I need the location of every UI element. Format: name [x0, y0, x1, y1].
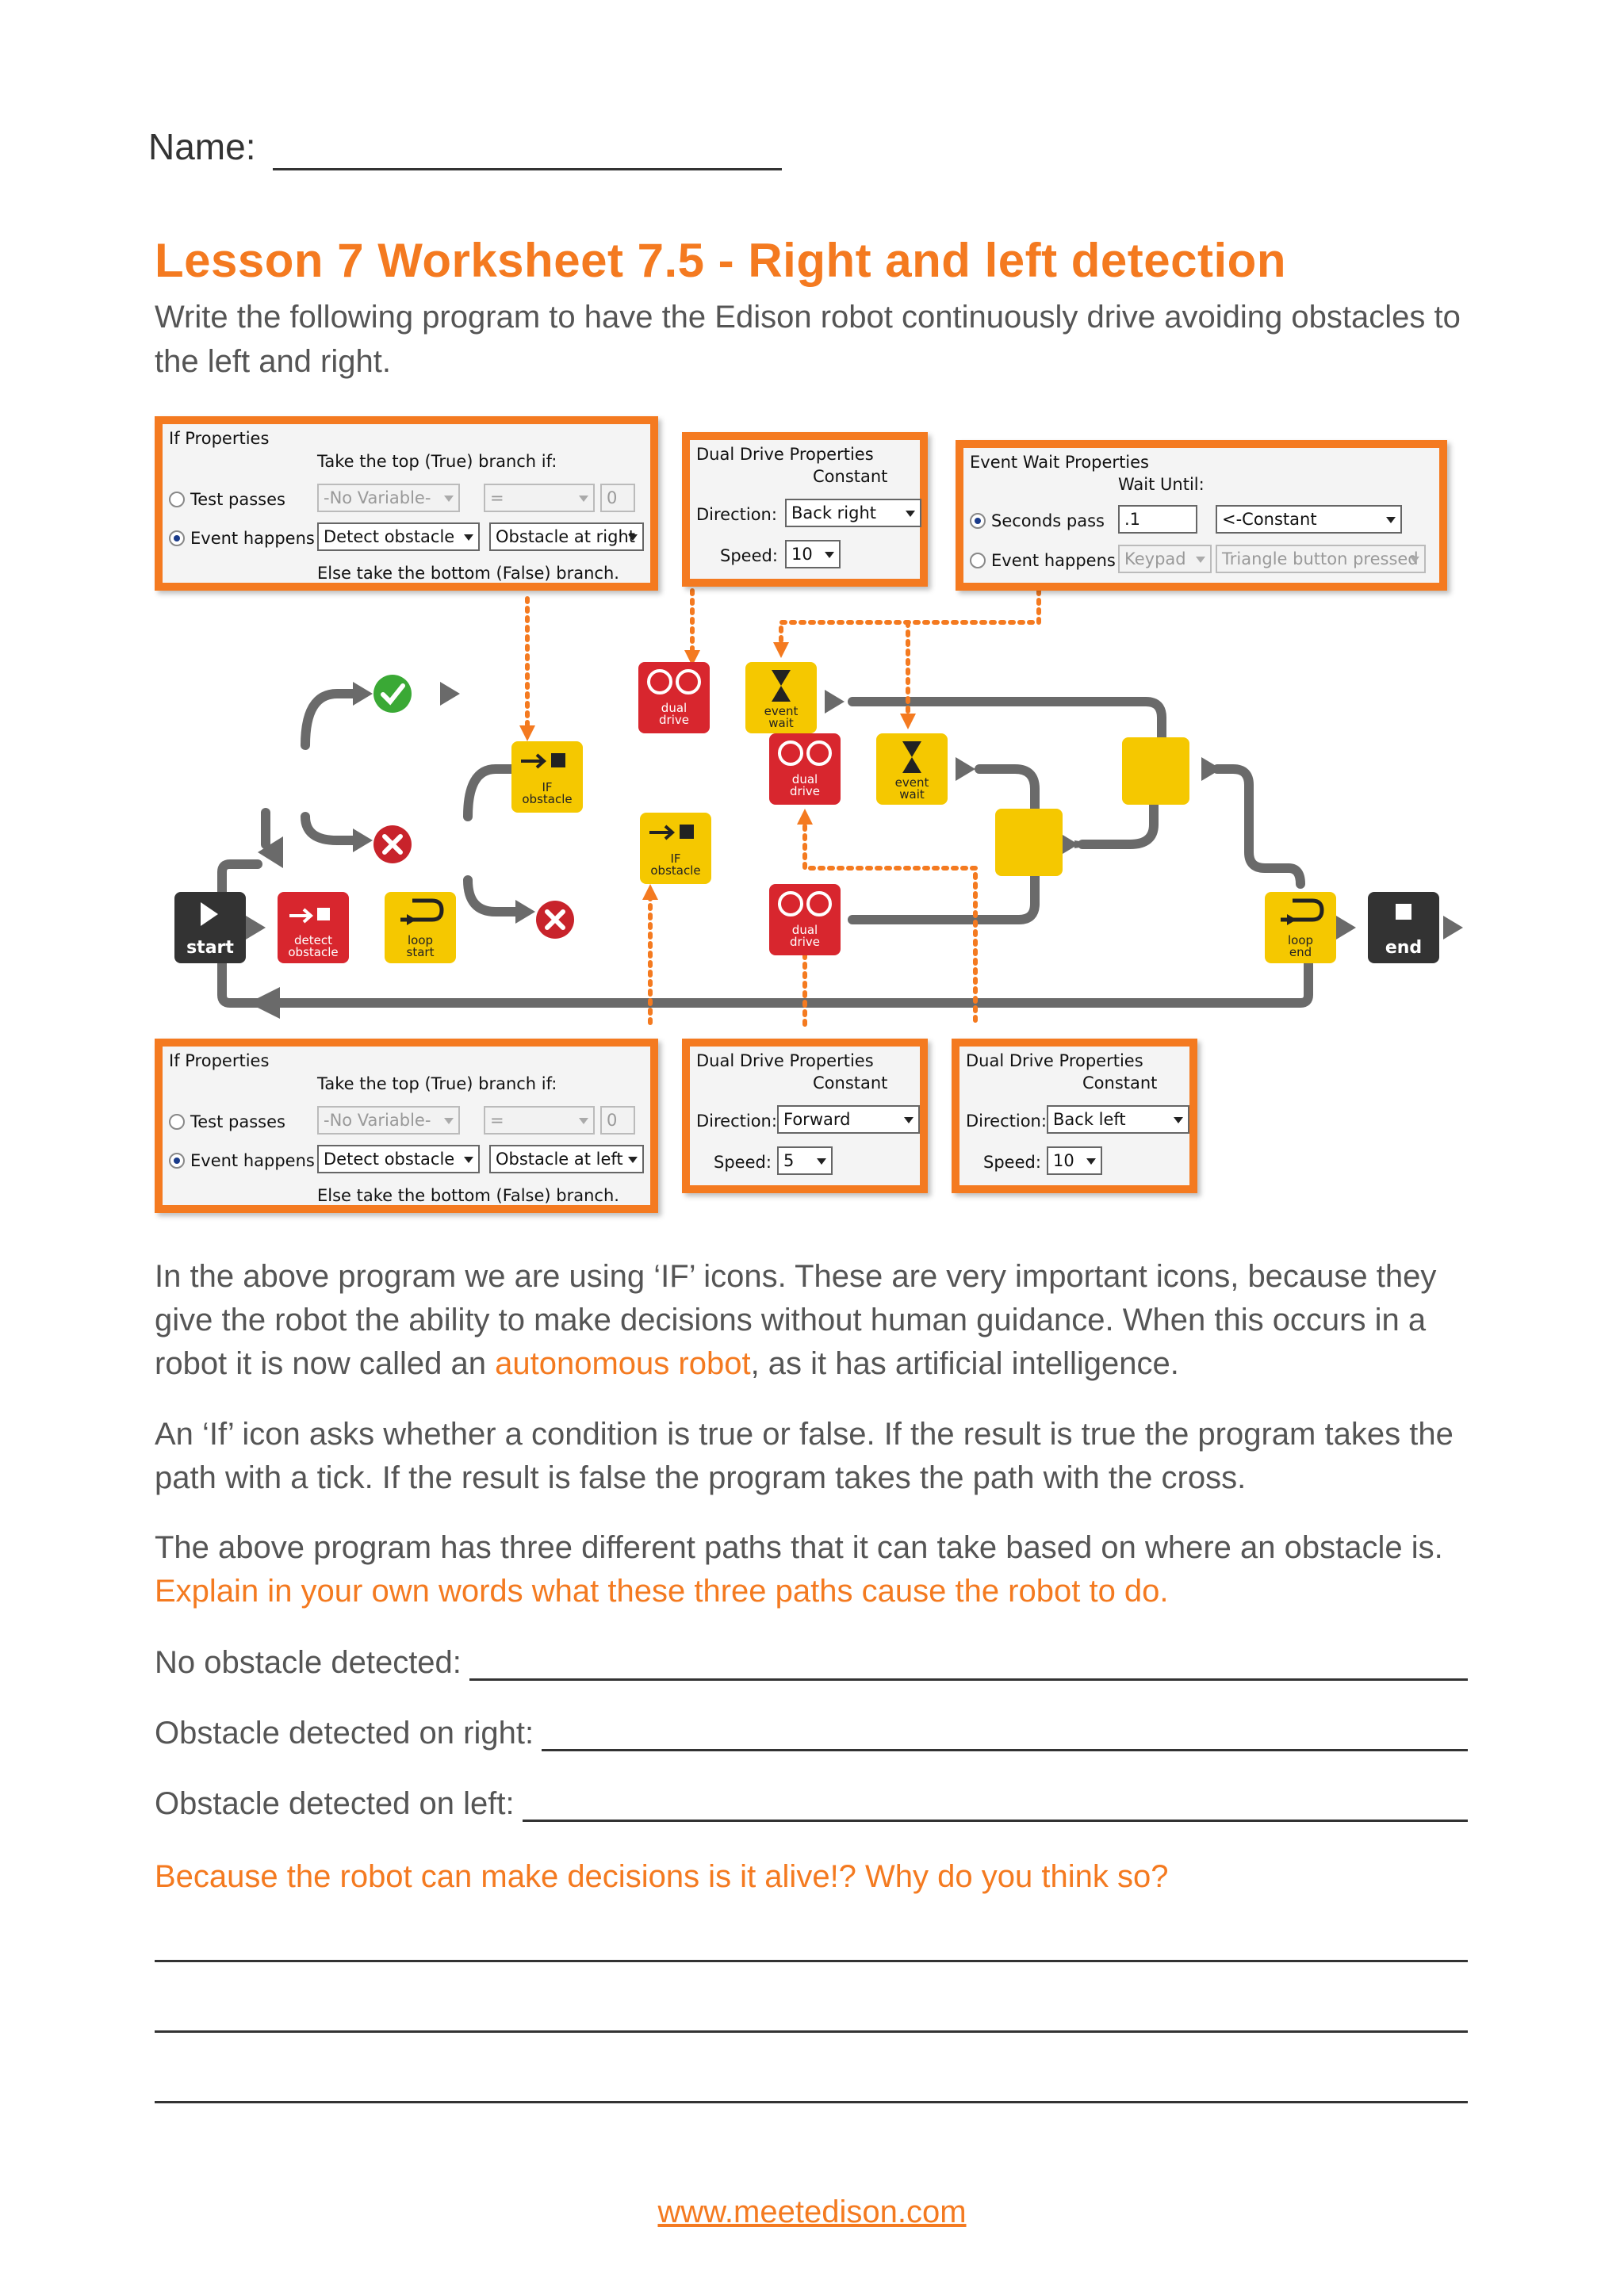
svg-text:start: start — [186, 938, 234, 958]
condition-dropdown[interactable]: Obstacle at right — [489, 522, 644, 551]
svg-text:detect: detect — [294, 933, 332, 947]
name-label: Name: — [148, 126, 256, 167]
speed-dropdown[interactable]: 10 — [1047, 1146, 1102, 1175]
question-label: Obstacle detected on right: — [155, 1716, 534, 1751]
constant-label: Constant — [813, 467, 888, 486]
else-text: Else take the bottom (False) branch. — [317, 564, 619, 583]
direction-dropdown[interactable]: Back left — [1047, 1105, 1189, 1134]
svg-text:wait: wait — [899, 787, 925, 802]
if-obstacle-block-right — [511, 741, 583, 813]
answer-line[interactable] — [155, 2101, 1468, 2103]
dual-drive-block-middle — [769, 733, 841, 805]
branch-header: Take the top (True) branch if: — [317, 1074, 557, 1093]
dual-drive-block-top — [638, 662, 710, 733]
merge-block-outer — [1122, 737, 1189, 805]
if-properties-panel-left — [155, 1039, 658, 1213]
test-passes-radio[interactable] — [169, 1114, 185, 1130]
page-title: Lesson 7 Worksheet 7.5 - Right and left detection — [155, 234, 1286, 287]
event-wait-block-top — [745, 662, 817, 733]
question-label: Obstacle detected on left: — [155, 1786, 515, 1821]
branch-header: Take the top (True) branch if: — [317, 452, 557, 471]
panel-title: If Properties — [169, 429, 270, 448]
value-input[interactable]: 0 — [600, 484, 635, 512]
answer-no-obstacle — [155, 1645, 1468, 1681]
event-happens-radio[interactable] — [169, 1153, 185, 1169]
seconds-pass-radio[interactable] — [970, 513, 986, 529]
answer-line[interactable] — [523, 1790, 1468, 1822]
event-wait-panel — [956, 440, 1447, 591]
if-obstacle-block-left — [640, 813, 711, 884]
event-dropdown[interactable]: Detect obstacle — [317, 522, 480, 551]
svg-text:end: end — [1289, 945, 1312, 959]
test-passes-radio[interactable] — [169, 492, 185, 507]
answer-line[interactable] — [155, 2030, 1468, 2033]
autonomous-robot-highlight: autonomous robot — [495, 1346, 751, 1381]
panel-title: Dual Drive Properties — [966, 1051, 1143, 1070]
direction-label: Direction: — [696, 1112, 777, 1131]
cross-icon — [536, 901, 574, 939]
name-field-line[interactable] — [273, 168, 782, 170]
svg-text:loop: loop — [407, 933, 434, 947]
svg-text:IF: IF — [670, 851, 681, 866]
event-wait-block-middle — [876, 733, 948, 805]
detect-obstacle-block — [278, 892, 349, 963]
svg-text:wait: wait — [768, 716, 794, 730]
speed-label: Speed: — [720, 546, 778, 565]
if-properties-panel-right — [155, 416, 658, 591]
svg-text:obstacle: obstacle — [650, 863, 701, 878]
svg-text:drive: drive — [659, 713, 689, 727]
constant-dropdown[interactable]: <-Constant — [1216, 505, 1402, 534]
answer-line[interactable] — [542, 1720, 1468, 1751]
start-block — [174, 892, 246, 963]
dual-drive-panel-back-left — [952, 1039, 1197, 1193]
paragraph-if-icons — [155, 1255, 1487, 1386]
program-diagram — [155, 412, 1471, 1221]
else-text: Else take the bottom (False) branch. — [317, 1186, 619, 1205]
merge-block-inner — [995, 809, 1063, 876]
event-happens-label: Event happens — [190, 529, 315, 548]
svg-text:obstacle: obstacle — [288, 945, 339, 959]
explain-instruction: Explain in your own words what these three paths cause the robot to do. — [155, 1574, 1169, 1609]
speed-dropdown[interactable]: 5 — [777, 1146, 833, 1175]
dual-drive-panel-forward — [682, 1039, 928, 1193]
trigger-dropdown[interactable]: Triangle button pressed — [1216, 545, 1426, 573]
test-passes-label: Test passes — [190, 490, 285, 509]
end-block — [1368, 892, 1439, 963]
svg-text:drive: drive — [790, 784, 820, 798]
cross-icon — [373, 825, 412, 863]
svg-text:obstacle: obstacle — [522, 792, 573, 806]
question-is-it-alive: Because the robot can make decisions is it alive!? Why do you think so? — [155, 1859, 1169, 1894]
paragraph-text: In the above program we are using ‘IF’ icons. These are very important icons, because they give the robot the ability to make decisions without human guidance. When this occurs in a robot it is now called an — [155, 1259, 1437, 1381]
paragraph-text: The above program has three different paths that it can take based on where an obstacle is. — [155, 1530, 1443, 1565]
operator-dropdown[interactable]: = — [484, 484, 595, 512]
question-label: No obstacle detected: — [155, 1645, 462, 1680]
operator-dropdown[interactable]: = — [484, 1106, 595, 1135]
svg-text:end: end — [1385, 938, 1423, 958]
answer-obstacle-right — [155, 1716, 1468, 1751]
svg-text:event: event — [764, 704, 799, 718]
answer-line[interactable] — [155, 1960, 1468, 1962]
variable-dropdown[interactable]: -No Variable- — [317, 1106, 460, 1135]
paragraph-three-paths — [155, 1526, 1487, 1613]
test-passes-label: Test passes — [190, 1112, 285, 1131]
event-happens-label: Event happens — [190, 1151, 315, 1170]
footer-website-link[interactable]: www.meetedison.com — [657, 2195, 967, 2229]
dual-drive-panel-top — [682, 432, 928, 587]
seconds-input[interactable]: .1 — [1118, 505, 1197, 534]
loop-start-block — [385, 892, 456, 963]
svg-text:event: event — [894, 775, 929, 790]
panel-title: Event Wait Properties — [970, 453, 1149, 472]
event-happens-radio[interactable] — [970, 553, 986, 568]
svg-text:IF: IF — [542, 780, 553, 794]
svg-text:dual: dual — [791, 772, 818, 786]
variable-dropdown[interactable]: -No Variable- — [317, 484, 460, 512]
panel-title: If Properties — [169, 1051, 270, 1070]
svg-text:dual: dual — [661, 701, 688, 715]
direction-label: Direction: — [696, 505, 777, 524]
dual-drive-block-bottom — [769, 884, 841, 955]
event-happens-label: Event happens — [991, 551, 1116, 570]
direction-dropdown[interactable]: Forward — [777, 1105, 920, 1134]
svg-text:start: start — [406, 945, 435, 959]
answer-obstacle-left — [155, 1786, 1468, 1822]
speed-label: Speed: — [714, 1153, 772, 1172]
speed-dropdown[interactable]: 10 — [785, 540, 841, 568]
condition-dropdown[interactable]: Obstacle at left — [489, 1145, 644, 1173]
panel-title: Dual Drive Properties — [696, 1051, 874, 1070]
event-dropdown[interactable]: Detect obstacle — [317, 1145, 480, 1173]
keypad-dropdown[interactable]: Keypad — [1118, 545, 1212, 573]
svg-text:loop: loop — [1287, 933, 1314, 947]
direction-dropdown[interactable]: Back right — [785, 499, 921, 527]
constant-label: Constant — [1082, 1073, 1158, 1093]
value-input[interactable]: 0 — [600, 1106, 635, 1135]
intro-text: Write the following program to have the Edison robot continuously drive avoiding obstacles to the left and right. — [155, 300, 1461, 379]
answer-line[interactable] — [469, 1649, 1468, 1681]
direction-label: Direction: — [966, 1112, 1047, 1131]
paragraph-text: , as it has artificial intelligence. — [750, 1346, 1179, 1381]
event-happens-radio[interactable] — [169, 530, 185, 546]
paragraph-if-condition: An ‘If’ icon asks whether a condition is true or false. If the result is true the program takes the path with a tick. If the result is false the program takes the path with the cross. — [155, 1417, 1454, 1495]
speed-label: Speed: — [983, 1153, 1041, 1172]
seconds-pass-label: Seconds pass — [991, 511, 1105, 530]
constant-label: Constant — [813, 1073, 888, 1093]
check-icon — [373, 675, 412, 713]
panel-title: Dual Drive Properties — [696, 445, 874, 464]
wait-until-label: Wait Until: — [1118, 475, 1205, 494]
svg-text:drive: drive — [790, 935, 820, 949]
loop-end-block — [1265, 892, 1336, 963]
svg-text:dual: dual — [791, 923, 818, 937]
